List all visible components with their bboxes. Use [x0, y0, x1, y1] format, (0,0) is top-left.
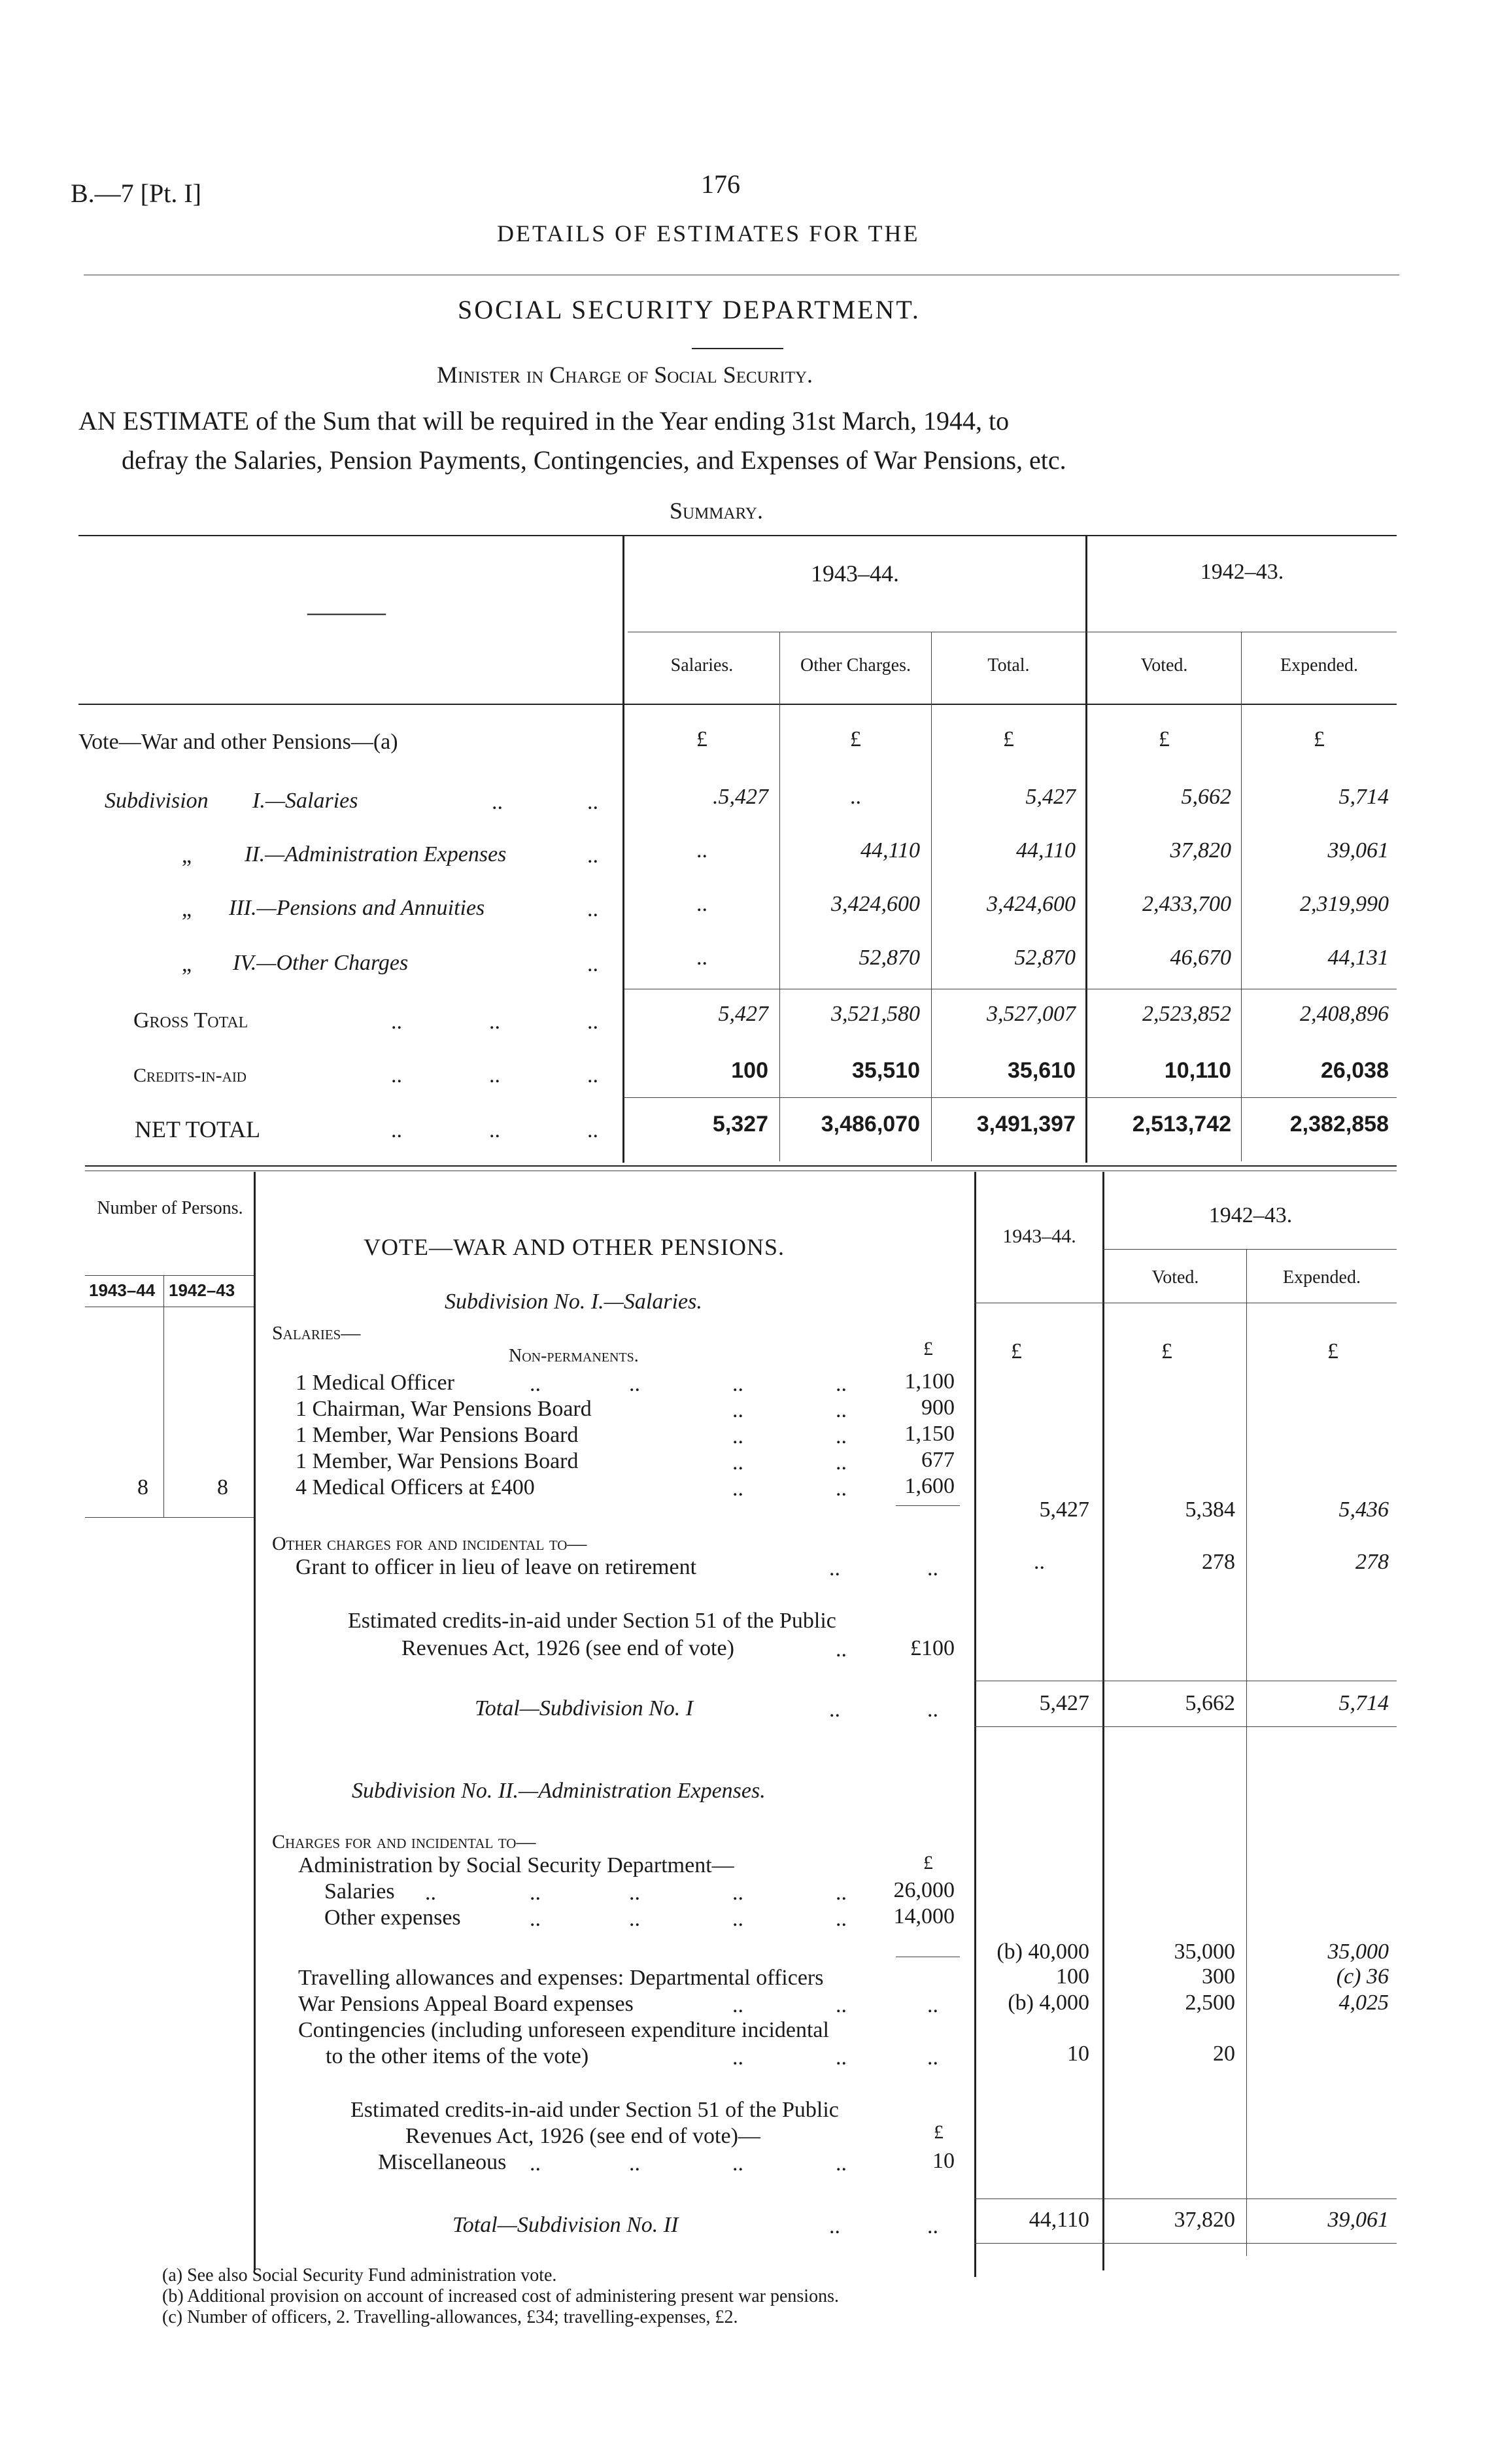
- leader-dots: ..: [927, 1698, 938, 1722]
- salaries-total-voted: 5,384: [1185, 1497, 1235, 1522]
- admin-label: Administration by Social Security Department—: [298, 1853, 734, 1877]
- cell-total: 52,870: [1014, 946, 1076, 970]
- admin-other-label: Other expenses: [324, 1906, 461, 1930]
- grant-label: Grant to officer in lieu of leave on retirement: [296, 1555, 697, 1579]
- detail-col-current: 1943–44.: [1002, 1225, 1076, 1247]
- cell-expended: 2,319,990: [1300, 892, 1389, 916]
- admin-other-amount: 14,000: [893, 1904, 955, 1928]
- department-title: SOCIAL SECURITY DEPARTMENT.: [458, 295, 921, 324]
- subdivision-1-title: Subdivision No. I.—Salaries.: [445, 1290, 702, 1314]
- cell-voted: 5,662: [1181, 785, 1231, 809]
- total-voted: 5,662: [1185, 1691, 1235, 1715]
- charges-label: Charges for and incidental to—: [272, 1831, 536, 1853]
- cell-salaries: 5,327: [712, 1112, 768, 1137]
- leader-dots: ..: [927, 1993, 938, 2017]
- leader-dots: ..: [492, 790, 503, 814]
- document-reference: B.—7 [Pt. I]: [71, 179, 201, 208]
- salary-item-amount: 1,100: [904, 1369, 955, 1394]
- other-charges-label: Other charges for and incidental to—: [272, 1533, 587, 1554]
- cell-other: 52,870: [859, 946, 920, 970]
- net-rule: [624, 1097, 1397, 1098]
- leader-dots: ..: [732, 1372, 743, 1396]
- travel-label: Travelling allowances and expenses: Departmental officers: [298, 1966, 824, 1990]
- detail-col-expended: Expended.: [1283, 1267, 1361, 1288]
- pound-sign: £: [1159, 727, 1170, 751]
- summary-col-other-charges: Other Charges.: [800, 655, 911, 676]
- nonpermanents-label: Non-permanents.: [509, 1346, 639, 1366]
- detail-divider-amounts: [974, 1172, 976, 2277]
- travel-expended: (c) 36: [1336, 1964, 1389, 1989]
- total-expended: 39,061: [1327, 2208, 1389, 2232]
- cell-expended: 2,408,896: [1300, 1002, 1389, 1026]
- row-label: III.—Pensions and Annuities: [229, 896, 485, 920]
- credits-note-line-1: Estimated credits-in-aid under Section 51 of the Public: [348, 1609, 836, 1633]
- pound-sign: £: [1003, 727, 1014, 751]
- salary-item-amount: 677: [921, 1448, 955, 1472]
- travel-voted: 300: [1202, 1964, 1235, 1989]
- summary-col-divider: [1241, 704, 1242, 1161]
- row-label: II.—Administration Expenses: [245, 842, 507, 866]
- leader-dots: ..: [391, 1010, 402, 1034]
- leader-dots: ..: [587, 790, 598, 814]
- cell-other: 44,110: [860, 838, 920, 863]
- cell-total: 3,527,007: [987, 1002, 1076, 1026]
- credits2-line-1: Estimated credits-in-aid under Section 51 of the Public: [350, 2098, 839, 2122]
- summary-header-rule: [78, 704, 1397, 705]
- leader-dots: ..: [530, 1907, 541, 1931]
- leader-dots: ..: [587, 844, 598, 868]
- salaries-label: Salaries—: [272, 1322, 361, 1344]
- leader-dots: ..: [732, 1450, 743, 1475]
- salaries-total-current: 5,427: [1039, 1497, 1089, 1522]
- pound-sign: £: [1011, 1339, 1022, 1363]
- row-label: Gross Total: [133, 1008, 248, 1033]
- leader-dots: ..: [836, 2045, 847, 2070]
- leader-dots: ..: [629, 1907, 640, 1931]
- summary-year-current: 1943–44.: [811, 560, 899, 587]
- leader-dots: ..: [391, 1118, 402, 1142]
- cell-total: 44,110: [1016, 838, 1076, 863]
- title-rule: [692, 348, 783, 349]
- cell-salaries: ..: [696, 946, 707, 970]
- leader-dots: ..: [732, 1424, 743, 1448]
- leader-dots: ..: [530, 2151, 541, 2176]
- leader-dots: ..: [927, 2214, 938, 2238]
- persons-bottom-rule: [85, 1517, 254, 1518]
- detail-divider-years: [1102, 1172, 1104, 2270]
- leader-dots: ..: [732, 1993, 743, 2017]
- cell-salaries: ..: [696, 892, 707, 916]
- cell-voted: 37,820: [1170, 838, 1231, 863]
- leader-dots: ..: [629, 1881, 640, 1905]
- footnote-b: (b) Additional provision on account of increased cost of administering present war pensions.: [162, 2286, 839, 2306]
- detail-col-voted: Voted.: [1151, 1267, 1199, 1288]
- admin-expended: 35,000: [1327, 1940, 1389, 1964]
- leader-dots: ..: [530, 1881, 541, 1905]
- leader-dots: ..: [836, 1907, 847, 1931]
- detail-year-rule: [1102, 1249, 1397, 1250]
- cell-other: ..: [850, 785, 861, 809]
- cell-voted: 2,513,742: [1132, 1112, 1231, 1137]
- leader-dots: ..: [732, 1907, 743, 1931]
- leader-dots: ..: [587, 897, 598, 921]
- contingencies-line-2: to the other items of the vote): [326, 2044, 589, 2068]
- salary-item-label: 1 Member, War Pensions Board: [296, 1423, 579, 1447]
- leader-dots: ..: [836, 1450, 847, 1475]
- cell-salaries: ..: [696, 838, 707, 863]
- cell-salaries: .5,427: [713, 785, 768, 809]
- footnote-a: (a) See also Social Security Fund administration vote.: [162, 2265, 557, 2285]
- footnote-c: (c) Number of officers, 2. Travelling-allowances, £34; travelling-expenses, £2.: [162, 2307, 738, 2327]
- credits2-line-2: Revenues Act, 1926 (see end of vote)—: [405, 2124, 760, 2148]
- salary-item-amount: 1,600: [904, 1474, 955, 1498]
- summary-col-expended: Expended.: [1280, 655, 1358, 676]
- summary-title: Summary.: [670, 498, 763, 524]
- leader-dots: ..: [732, 1881, 743, 1905]
- total-label: Total—Subdivision No. I: [475, 1696, 694, 1720]
- summary-col-salaries: Salaries.: [670, 655, 734, 676]
- cell-expended: 26,038: [1321, 1058, 1389, 1083]
- page-number: 176: [701, 169, 740, 199]
- cell-expended: 44,131: [1327, 946, 1389, 970]
- row-label: IV.—Other Charges: [233, 951, 409, 975]
- summary-dash: ———: [307, 597, 386, 626]
- leader-dots: ..: [629, 1372, 640, 1396]
- salaries-total-expended: 5,436: [1338, 1497, 1389, 1522]
- running-title: DETAILS OF ESTIMATES FOR THE: [497, 220, 920, 247]
- leader-dots: ..: [391, 1063, 402, 1087]
- pound-sign: £: [1161, 1339, 1172, 1363]
- cell-voted: 2,523,852: [1142, 1002, 1231, 1026]
- leader-dots: ..: [732, 1477, 743, 1501]
- leader-dots: ..: [927, 2045, 938, 2070]
- cell-voted: 10,110: [1164, 1058, 1231, 1083]
- cell-voted: 2,433,700: [1142, 892, 1231, 916]
- pound-sign: £: [923, 1338, 933, 1360]
- cell-total: 3,424,600: [987, 892, 1076, 916]
- leader-dots: ..: [425, 1881, 436, 1905]
- appeal-current: (b) 4,000: [1008, 1991, 1089, 2015]
- grant-expended: 278: [1355, 1550, 1389, 1574]
- leader-dots: ..: [829, 1698, 840, 1722]
- detail-divider-persons: [254, 1172, 256, 2270]
- summary-col-divider: [931, 704, 932, 1161]
- leader-dots: ..: [587, 1118, 598, 1142]
- leader-dots: ..: [836, 1398, 847, 1422]
- contingencies-current: 10: [1067, 2042, 1089, 2066]
- leader-dots: ..: [489, 1063, 500, 1087]
- cell-expended: 39,061: [1327, 838, 1389, 863]
- pound-sign: £: [696, 727, 707, 751]
- summary-bottom-rule: [85, 1165, 1397, 1167]
- cell-other: 3,486,070: [821, 1112, 920, 1137]
- misc-amount: 10: [932, 2149, 955, 2173]
- summary-top-rule: [78, 535, 1397, 536]
- salary-item-amount: 900: [921, 1395, 955, 1420]
- grant-current: ..: [1034, 1550, 1045, 1574]
- total-current: 44,110: [1029, 2208, 1089, 2232]
- leader-dots: ..: [829, 1556, 840, 1581]
- persons-header: Number of Persons.: [97, 1198, 243, 1218]
- grant-voted: 278: [1202, 1550, 1235, 1574]
- admin-current: (b) 40,000: [996, 1940, 1089, 1964]
- total-rule: [974, 2243, 1397, 2244]
- ditto-mark: „: [182, 952, 192, 976]
- leader-dots: ..: [836, 2151, 847, 2176]
- cell-salaries: 100: [731, 1058, 768, 1083]
- detail-col-divider: [1246, 1249, 1247, 2256]
- ditto-mark: „: [182, 844, 192, 868]
- row-label: NET TOTAL: [135, 1116, 261, 1142]
- pound-sign: £: [923, 1852, 933, 1874]
- persons-col-1942: 1942–43: [169, 1280, 235, 1300]
- total-current: 5,427: [1039, 1691, 1089, 1715]
- persons-col-1943: 1943–44: [89, 1280, 156, 1300]
- detail-divider-persons-cols: [163, 1275, 164, 1517]
- leader-dots: ..: [927, 1556, 938, 1581]
- appeal-label: War Pensions Appeal Board expenses: [298, 1992, 634, 2016]
- leader-dots: ..: [732, 2045, 743, 2070]
- cell-total: 35,610: [1008, 1058, 1076, 1083]
- total-expended: 5,714: [1338, 1691, 1389, 1715]
- travel-current: 100: [1056, 1964, 1089, 1989]
- leader-dots: ..: [489, 1118, 500, 1142]
- leader-dots: ..: [829, 2214, 840, 2238]
- minister-line: Minister in Charge of Social Security.: [437, 362, 813, 388]
- credits-note-line-2: Revenues Act, 1926 (see end of vote): [401, 1636, 734, 1660]
- row-prefix: Subdivision: [105, 789, 209, 813]
- total-rule: [974, 1726, 1397, 1727]
- admin-voted: 35,000: [1174, 1940, 1235, 1964]
- detail-col-previous: 1942–43.: [1208, 1203, 1293, 1227]
- total-voted: 37,820: [1174, 2208, 1235, 2232]
- leader-dots: ..: [629, 2151, 640, 2176]
- cell-total: 5,427: [1025, 785, 1076, 809]
- salary-item-label: 4 Medical Officers at £400: [296, 1475, 535, 1499]
- appeal-voted: 2,500: [1185, 1991, 1235, 2015]
- summary-col-divider: [779, 704, 780, 1161]
- pound-sign: £: [1314, 727, 1325, 751]
- pound-sign: £: [934, 2121, 944, 2143]
- persons-header-rule: [85, 1275, 254, 1276]
- contingencies-voted: 20: [1213, 2042, 1235, 2066]
- leader-dots: ..: [587, 1010, 598, 1034]
- ditto-mark: „: [182, 897, 192, 921]
- pound-sign: £: [1327, 1339, 1338, 1363]
- leader-dots: ..: [587, 952, 598, 976]
- summary-col-total: Total.: [987, 655, 1030, 676]
- leader-dots: ..: [587, 1063, 598, 1087]
- summary-vote-label: Vote—War and other Pensions—(a): [78, 730, 398, 754]
- leader-dots: ..: [489, 1010, 500, 1034]
- subtotal-rule: [896, 1505, 960, 1506]
- summary-col-voted: Voted.: [1140, 655, 1188, 676]
- cell-expended: 2,382,858: [1289, 1112, 1389, 1137]
- salary-item-amount: 1,150: [904, 1422, 955, 1446]
- leader-dots: ..: [836, 1993, 847, 2017]
- persons-1943-count: 8: [137, 1475, 148, 1499]
- contingencies-line-1: Contingencies (including unforeseen expenditure incidental: [298, 2018, 829, 2042]
- leader-dots: ..: [836, 1372, 847, 1396]
- estimate-line-1: AN ESTIMATE of the Sum that will be required in the Year ending 31st March, 1944, to: [78, 406, 1010, 436]
- leader-dots: ..: [530, 1372, 541, 1396]
- misc-label: Miscellaneous: [378, 2150, 507, 2174]
- leader-dots: ..: [836, 1881, 847, 1905]
- leader-dots: ..: [836, 1637, 847, 1662]
- row-label: Credits-in-aid: [133, 1065, 247, 1086]
- persons-1942-count: 8: [217, 1475, 228, 1499]
- salary-item-label: 1 Chairman, War Pensions Board: [296, 1397, 592, 1421]
- pound-sign: £: [850, 727, 861, 751]
- row-label: I.—Salaries: [252, 789, 358, 813]
- summary-year-previous: 1942–43.: [1200, 560, 1284, 584]
- leader-dots: ..: [836, 1477, 847, 1501]
- leader-dots: ..: [836, 1424, 847, 1448]
- leader-dots: ..: [732, 1398, 743, 1422]
- vote-title: VOTE—WAR AND OTHER PENSIONS.: [364, 1234, 785, 1260]
- cell-salaries: 5,427: [718, 1002, 768, 1026]
- salary-item-label: 1 Medical Officer: [296, 1371, 454, 1395]
- total-label: Total—Subdivision No. II: [452, 2213, 679, 2237]
- salary-item-label: 1 Member, War Pensions Board: [296, 1449, 579, 1473]
- estimate-line-2: defray the Salaries, Pension Payments, Contingencies, and Expenses of War Pensions, etc.: [122, 445, 1066, 475]
- subdivision-2-title: Subdivision No. II.—Administration Expenses.: [352, 1779, 766, 1803]
- cell-other: 35,510: [852, 1058, 920, 1083]
- admin-salaries-amount: 26,000: [893, 1878, 955, 1902]
- cell-other: 3,521,580: [831, 1002, 920, 1026]
- cell-total: 3,491,397: [976, 1112, 1076, 1137]
- credits-note-amount: £100: [910, 1636, 955, 1660]
- cell-expended: 5,714: [1338, 785, 1389, 809]
- cell-voted: 46,670: [1170, 946, 1231, 970]
- cell-other: 3,424,600: [831, 892, 920, 916]
- leader-dots: ..: [732, 2151, 743, 2176]
- admin-salaries-label: Salaries: [324, 1879, 395, 1904]
- appeal-expended: 4,025: [1338, 1991, 1389, 2015]
